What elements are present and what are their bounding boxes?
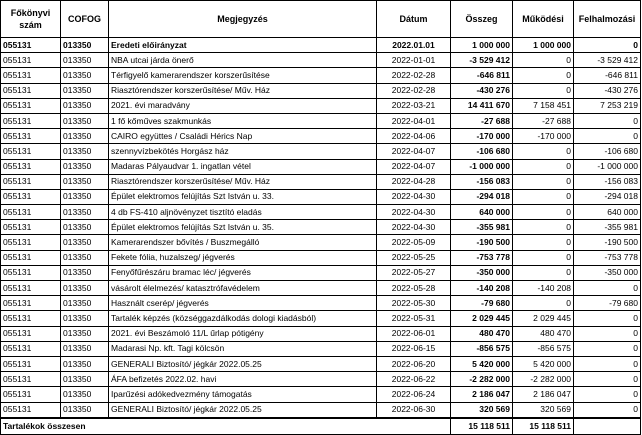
cell-megjegyzes: Épület elektromos felújítás Szt István u. 35. (109, 220, 377, 235)
cell-datum: 2022-05-31 (377, 311, 451, 326)
cell-fokonyvi-szam: 055131 (1, 189, 61, 204)
cell-cofog: 013350 (61, 311, 109, 326)
cell-cofog: 013350 (61, 159, 109, 174)
cell-cofog: 013350 (61, 113, 109, 128)
cell-fokonyvi-szam: 055131 (1, 53, 61, 68)
cell-osszeg: -856 575 (451, 341, 513, 356)
cell-fokonyvi-szam: 055131 (1, 129, 61, 144)
table-row (1, 356, 641, 371)
total-label: Tartalékok összesen (1, 418, 451, 435)
cell-felhalmozasi: -350 000 (574, 265, 641, 280)
cell-felhalmozasi: -753 778 (574, 250, 641, 265)
cell-osszeg: -79 680 (451, 296, 513, 311)
total-row (1, 418, 641, 435)
cell-datum: 2022-06-30 (377, 402, 451, 418)
cell-megjegyzes: Madaras Pályaudvar 1. ingatlan vétel (109, 159, 377, 174)
table-row (1, 83, 641, 98)
cell-megjegyzes: Iparűzési adókedvezmény támogatás (109, 387, 377, 402)
header-cofog: COFOG (61, 1, 109, 38)
cell-datum: 2022-02-28 (377, 83, 451, 98)
cell-datum: 2022-05-25 (377, 250, 451, 265)
header-row (1, 1, 641, 38)
cell-fokonyvi-szam: 055131 (1, 205, 61, 220)
cell-megjegyzes: Madarasi Np. kft. Tagi kölcsön (109, 341, 377, 356)
cell-mukodesi: 0 (513, 159, 574, 174)
cell-felhalmozasi: -106 680 (574, 144, 641, 159)
cell-cofog: 013350 (61, 144, 109, 159)
cell-fokonyvi-szam: 055131 (1, 281, 61, 296)
header-mukodesi: Működési (513, 1, 574, 38)
cell-fokonyvi-szam: 055131 (1, 402, 61, 418)
cell-megjegyzes: 2021. évi maradvány (109, 98, 377, 113)
cell-osszeg: 2 029 445 (451, 311, 513, 326)
cell-mukodesi: -140 208 (513, 281, 574, 296)
cell-fokonyvi-szam: 055131 (1, 265, 61, 280)
cell-megjegyzes: Riasztórendszer korszerűsítése/ Műv. Ház (109, 83, 377, 98)
table-row (1, 296, 641, 311)
cell-cofog: 013350 (61, 189, 109, 204)
cell-osszeg: -3 529 412 (451, 53, 513, 68)
cell-felhalmozasi: 0 (574, 129, 641, 144)
cell-mukodesi: 0 (513, 144, 574, 159)
cell-mukodesi: 7 158 451 (513, 98, 574, 113)
table-row (1, 205, 641, 220)
cell-mukodesi: 480 470 (513, 326, 574, 341)
table-row (1, 265, 641, 280)
cell-datum: 2022-04-07 (377, 144, 451, 159)
cell-megjegyzes: GENERALI Biztosító/ jégkár 2022.05.25 (109, 402, 377, 418)
cell-mukodesi: 0 (513, 235, 574, 250)
cell-datum: 2022-06-15 (377, 341, 451, 356)
cell-datum: 2022-02-28 (377, 68, 451, 83)
cell-felhalmozasi: 0 (574, 387, 641, 402)
cell-megjegyzes: Eredeti előirányzat (109, 38, 377, 53)
cell-megjegyzes: ÁFA befizetés 2022.02. havi (109, 372, 377, 387)
cell-mukodesi: 0 (513, 174, 574, 189)
cell-megjegyzes: Tartalék képzés (községgazdálkodás dologi kiadásból) (109, 311, 377, 326)
cell-datum: 2022-04-01 (377, 113, 451, 128)
cell-megjegyzes: Térfigyelő kamerarendszer korszerűsítése (109, 68, 377, 83)
cell-megjegyzes: CAIRO együttes / Családi Hérics Nap (109, 129, 377, 144)
cell-fokonyvi-szam: 055131 (1, 220, 61, 235)
cell-fokonyvi-szam: 055131 (1, 83, 61, 98)
cell-datum: 2022-05-30 (377, 296, 451, 311)
cell-megjegyzes: 4 db FS-410 aljnövényzet tisztító eladás (109, 205, 377, 220)
cell-cofog: 013350 (61, 356, 109, 371)
cell-fokonyvi-szam: 055131 (1, 235, 61, 250)
cell-osszeg: 640 000 (451, 205, 513, 220)
table-row (1, 220, 641, 235)
table-row (1, 113, 641, 128)
cell-mukodesi: 0 (513, 250, 574, 265)
cell-mukodesi: 0 (513, 68, 574, 83)
cell-cofog: 013350 (61, 281, 109, 296)
cell-osszeg: -753 778 (451, 250, 513, 265)
cell-osszeg: -350 000 (451, 265, 513, 280)
cell-datum: 2022-05-28 (377, 281, 451, 296)
cell-fokonyvi-szam: 055131 (1, 144, 61, 159)
cell-osszeg: -156 083 (451, 174, 513, 189)
cell-mukodesi: 5 420 000 (513, 356, 574, 371)
cell-megjegyzes: Fenyőfűrészáru bramac léc/ jégverés (109, 265, 377, 280)
cell-mukodesi: 0 (513, 189, 574, 204)
table-row (1, 189, 641, 204)
cell-felhalmozasi: -156 083 (574, 174, 641, 189)
cell-cofog: 013350 (61, 402, 109, 418)
table-row (1, 174, 641, 189)
table-row (1, 372, 641, 387)
cell-mukodesi: 0 (513, 220, 574, 235)
cell-fokonyvi-szam: 055131 (1, 68, 61, 83)
cell-cofog: 013350 (61, 250, 109, 265)
cell-felhalmozasi: 0 (574, 113, 641, 128)
cell-megjegyzes: 1 fő kőműves szakmunkás (109, 113, 377, 128)
cell-felhalmozasi: 0 (574, 356, 641, 371)
cell-felhalmozasi: 0 (574, 341, 641, 356)
cell-osszeg: -646 811 (451, 68, 513, 83)
cell-osszeg: 1 000 000 (451, 38, 513, 53)
cell-cofog: 013350 (61, 296, 109, 311)
cell-felhalmozasi: 640 000 (574, 205, 641, 220)
cell-mukodesi: 1 000 000 (513, 38, 574, 53)
cell-cofog: 013350 (61, 265, 109, 280)
cell-osszeg: 5 420 000 (451, 356, 513, 371)
cell-megjegyzes: Fekete fólia, huzalszeg/ jégverés (109, 250, 377, 265)
table-row (1, 250, 641, 265)
cell-felhalmozasi: -294 018 (574, 189, 641, 204)
cell-mukodesi: 0 (513, 205, 574, 220)
cell-datum: 2022-04-30 (377, 205, 451, 220)
cell-megjegyzes: Használt cserép/ jégverés (109, 296, 377, 311)
cell-cofog: 013350 (61, 129, 109, 144)
cell-cofog: 013350 (61, 68, 109, 83)
cell-fokonyvi-szam: 055131 (1, 113, 61, 128)
cell-fokonyvi-szam: 055131 (1, 356, 61, 371)
cell-datum: 2022-03-21 (377, 98, 451, 113)
table-row (1, 129, 641, 144)
cell-osszeg: -294 018 (451, 189, 513, 204)
cell-felhalmozasi: 0 (574, 372, 641, 387)
cell-fokonyvi-szam: 055131 (1, 341, 61, 356)
cell-felhalmozasi: 0 (574, 326, 641, 341)
cell-cofog: 013350 (61, 53, 109, 68)
header-fokonyvi-szam: Főkönyvi szám (1, 1, 61, 38)
cell-felhalmozasi: -79 680 (574, 296, 641, 311)
table-row (1, 341, 641, 356)
cell-datum: 2022-05-09 (377, 235, 451, 250)
header-megjegyzes: Megjegyzés (109, 1, 377, 38)
cell-mukodesi: -856 575 (513, 341, 574, 356)
cell-fokonyvi-szam: 055131 (1, 326, 61, 341)
table-row (1, 144, 641, 159)
cell-felhalmozasi: 0 (574, 38, 641, 53)
cell-megjegyzes: Kamerarendszer bővítés / Buszmegálló (109, 235, 377, 250)
cell-mukodesi: 0 (513, 265, 574, 280)
table-row (1, 235, 641, 250)
cell-mukodesi: -2 282 000 (513, 372, 574, 387)
cell-datum: 2022-04-06 (377, 129, 451, 144)
table-row (1, 387, 641, 402)
header-datum: Dátum (377, 1, 451, 38)
cell-fokonyvi-szam: 055131 (1, 159, 61, 174)
cell-megjegyzes: NBA utcai járda önerő (109, 53, 377, 68)
cell-felhalmozasi: -355 981 (574, 220, 641, 235)
cell-datum: 2022.01.01 (377, 38, 451, 53)
cell-cofog: 013350 (61, 98, 109, 113)
cell-osszeg: -2 282 000 (451, 372, 513, 387)
cell-datum: 2022-04-30 (377, 220, 451, 235)
table-row (1, 311, 641, 326)
cell-datum: 2022-06-22 (377, 372, 451, 387)
cell-felhalmozasi: -646 811 (574, 68, 641, 83)
cell-fokonyvi-szam: 055131 (1, 296, 61, 311)
total-osszeg: 15 118 511 (451, 418, 513, 435)
table-row (1, 402, 641, 418)
cell-osszeg: -190 500 (451, 235, 513, 250)
cell-osszeg: -1 000 000 (451, 159, 513, 174)
cell-osszeg: 480 470 (451, 326, 513, 341)
cell-cofog: 013350 (61, 38, 109, 53)
cell-fokonyvi-szam: 055131 (1, 174, 61, 189)
cell-mukodesi: -27 688 (513, 113, 574, 128)
cell-cofog: 013350 (61, 220, 109, 235)
cell-mukodesi: 2 186 047 (513, 387, 574, 402)
cell-megjegyzes: GENERALI Biztosító/ jégkár 2022.05.25 (109, 356, 377, 371)
cell-cofog: 013350 (61, 326, 109, 341)
cell-cofog: 013350 (61, 83, 109, 98)
table-row (1, 38, 641, 53)
cell-osszeg: -170 000 (451, 129, 513, 144)
table-row (1, 53, 641, 68)
cell-datum: 2022-04-07 (377, 159, 451, 174)
table-row (1, 326, 641, 341)
cell-cofog: 013350 (61, 387, 109, 402)
cell-megjegyzes: Riasztórendszer korszerűsítése/ Műv. Ház (109, 174, 377, 189)
cell-megjegyzes: szennyvízbekötés Horgász ház (109, 144, 377, 159)
cell-cofog: 013350 (61, 205, 109, 220)
header-osszeg: Összeg (451, 1, 513, 38)
cell-mukodesi: 0 (513, 53, 574, 68)
cell-mukodesi: 0 (513, 296, 574, 311)
cell-osszeg: 320 569 (451, 402, 513, 418)
cell-megjegyzes: Épület elektromos felújítás Szt István u. 33. (109, 189, 377, 204)
cell-osszeg: -430 276 (451, 83, 513, 98)
cell-mukodesi: 320 569 (513, 402, 574, 418)
total-mukodesi: 15 118 511 (513, 418, 574, 435)
cell-cofog: 013350 (61, 235, 109, 250)
cell-fokonyvi-szam: 055131 (1, 250, 61, 265)
cell-osszeg: -106 680 (451, 144, 513, 159)
cell-felhalmozasi: 7 253 219 (574, 98, 641, 113)
cell-cofog: 013350 (61, 174, 109, 189)
cell-megjegyzes: 2021. évi Beszámoló 11/L űrlap pótigény (109, 326, 377, 341)
cell-datum: 2022-05-27 (377, 265, 451, 280)
total-felhalmozasi (574, 418, 641, 435)
cell-fokonyvi-szam: 055131 (1, 38, 61, 53)
cell-fokonyvi-szam: 055131 (1, 311, 61, 326)
cell-fokonyvi-szam: 055131 (1, 98, 61, 113)
cell-felhalmozasi: -430 276 (574, 83, 641, 98)
table-row (1, 68, 641, 83)
cell-cofog: 013350 (61, 341, 109, 356)
cell-felhalmozasi: 0 (574, 402, 641, 418)
table-row (1, 159, 641, 174)
cell-osszeg: 14 411 670 (451, 98, 513, 113)
cell-osszeg: -140 208 (451, 281, 513, 296)
cell-osszeg: 2 186 047 (451, 387, 513, 402)
cell-datum: 2022-04-28 (377, 174, 451, 189)
cell-datum: 2022-04-30 (377, 189, 451, 204)
cell-datum: 2022-06-24 (377, 387, 451, 402)
cell-datum: 2022-06-20 (377, 356, 451, 371)
cell-felhalmozasi: -190 500 (574, 235, 641, 250)
cell-datum: 2022-01-01 (377, 53, 451, 68)
cell-fokonyvi-szam: 055131 (1, 387, 61, 402)
cell-fokonyvi-szam: 055131 (1, 372, 61, 387)
cell-datum: 2022-06-01 (377, 326, 451, 341)
table-row (1, 281, 641, 296)
cell-osszeg: -355 981 (451, 220, 513, 235)
cell-mukodesi: 0 (513, 83, 574, 98)
table-row (1, 98, 641, 113)
cell-felhalmozasi: -3 529 412 (574, 53, 641, 68)
header-felhalmozasi: Felhalmozási (574, 1, 641, 38)
cell-osszeg: -27 688 (451, 113, 513, 128)
cell-felhalmozasi: 0 (574, 281, 641, 296)
cell-cofog: 013350 (61, 372, 109, 387)
cell-megjegyzes: vásárolt élelmezés/ katasztrófavédelem (109, 281, 377, 296)
cell-felhalmozasi: -1 000 000 (574, 159, 641, 174)
cell-mukodesi: -170 000 (513, 129, 574, 144)
cell-mukodesi: 2 029 445 (513, 311, 574, 326)
cell-felhalmozasi: 0 (574, 311, 641, 326)
